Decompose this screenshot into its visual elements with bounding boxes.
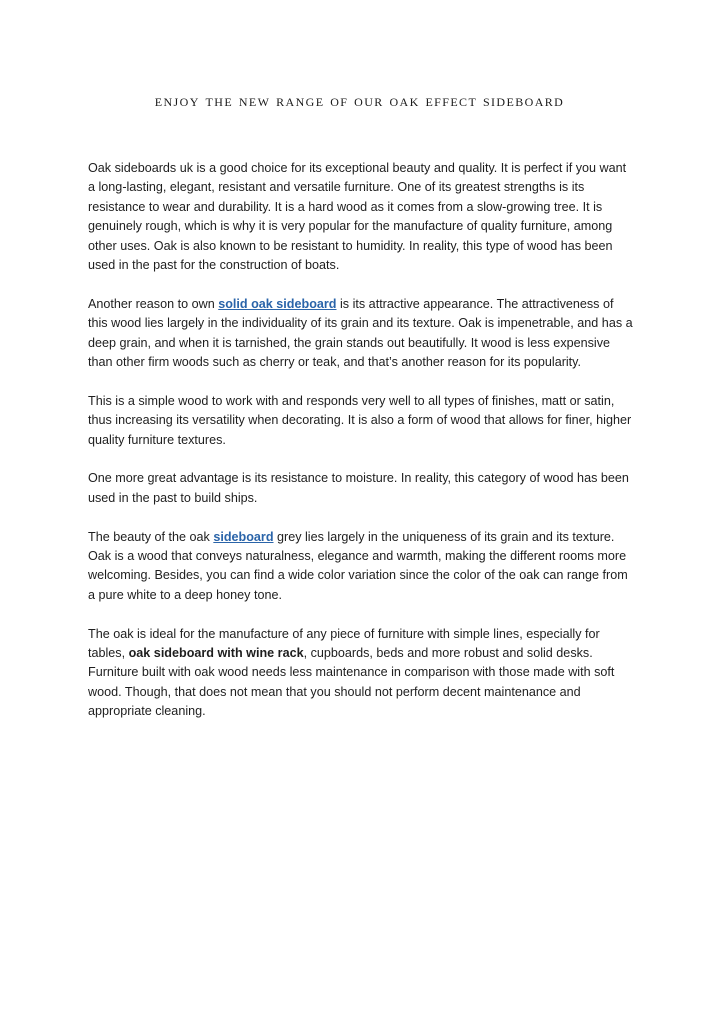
solid-oak-sideboard-link[interactable]: solid oak sideboard	[218, 296, 337, 311]
paragraph-2	[88, 295, 636, 373]
bold-phrase: oak sideboard with wine rack	[128, 646, 304, 661]
paragraph-3: This is a simple wood to work with and responds very well to all types of finishes, matt or satin, thus increasing its versatility when decorating. It is also a form of wood that allows for finer, higher quality furniture textures.	[88, 393, 632, 447]
paragraph-5	[88, 528, 636, 606]
paragraph-5-before: The beauty of the oak	[88, 529, 214, 544]
paragraph-6-before: The oak is ideal for the manufacture of any piece of furniture with simple lines, especially for tables,	[88, 626, 600, 661]
sideboard-link[interactable]: sideboard	[213, 529, 274, 544]
paragraph-5-after: grey lies largely in the uniqueness of its grain and its texture. Oak is a wood that conveys naturalness, elegance and warmth, making the different rooms more welcoming. Besides, you can find a wide color variation since the color of the oak can range from a pure white to a deep honey tone.	[88, 529, 628, 602]
page-title: enjoy the new range of our oak effect sideboard	[154, 90, 565, 110]
paragraph-1: Oak sideboards uk is a good choice for its exceptional beauty and quality. It is perfect if you want a long-lasting, elegant, resistant and versatile furniture. One of its greatest strengths is its resistance to wear and durability. It is a hard wood as it comes from a slow-growing tree. It is genuinely rough, which is why it is very popular for the manufacture of quality furniture, among other uses. Oak is also known to be resistant to humidity. In reality, this type of wood has been used in the past for the construction of boats.	[88, 161, 627, 273]
paragraph-6-after: , cupboards, beds and more robust and solid desks. Furniture built with oak wood needs less maintenance in comparison with those made with soft wood. Though, that does not mean that you should not perform decent maintenance and appropriate cleaning.	[88, 646, 615, 719]
paragraph-2-after: is its attractive appearance. The attractiveness of this wood lies largely in the individuality of its grain and its texture. Oak is impenetrable, and has a deep grain, and when it is tarnished, the grain stands out beautifully. It wood is less expensive than other firm woods such as cherry or teak, and that’s another reason for its popularity.	[88, 296, 633, 370]
paragraph-2-before: Another reason to own	[88, 296, 219, 311]
paragraph-4: One more great advantage is its resistance to moisture. In reality, this category of wood has been used in the past to build ships.	[88, 471, 629, 505]
paragraph-6	[88, 625, 636, 722]
document-body	[88, 159, 636, 741]
